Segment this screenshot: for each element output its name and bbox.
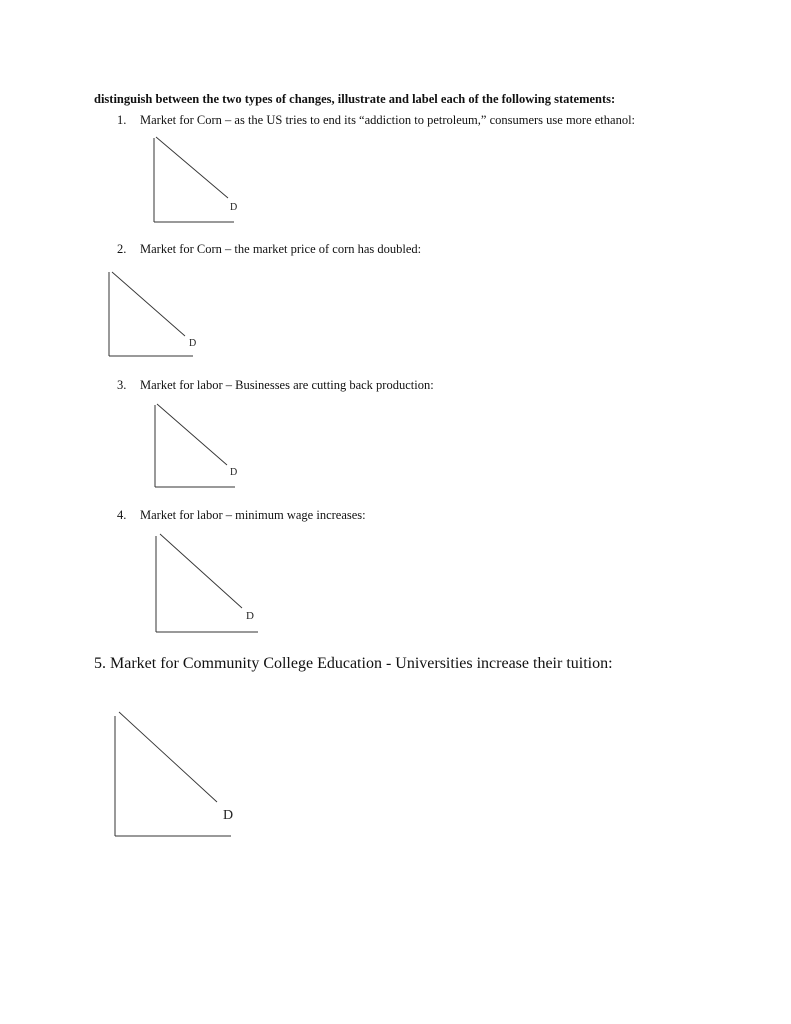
question-number: 2. [117,242,127,256]
question-text: Market for labor – Businesses are cutting back production: [140,378,434,392]
demand-curve [160,534,242,608]
question-5: 5. Market for Community College Education - Universities increase their tuition: [94,655,613,672]
demand-graph-1 [150,134,240,226]
question-text: Market for labor – minimum wage increases: [140,508,366,522]
demand-curve [119,712,217,802]
instructions-heading: distinguish between the two types of changes, illustrate and label each of the following statements: [94,92,616,106]
question-text: Market for Corn – as the US tries to end its “addiction to petroleum,” consumers use more ethanol: [140,113,636,127]
demand-graph-4 [152,530,264,636]
question-number: 1. [117,113,127,127]
demand-curve [156,137,228,198]
demand-label: D [246,610,254,622]
demand-graph-5 [111,706,237,840]
question-number: 3. [117,378,127,392]
demand-graph-3 [151,400,241,492]
demand-label: D [230,202,238,213]
demand-label: D [189,338,197,349]
demand-graph-2 [105,268,200,360]
demand-label: D [223,808,234,823]
question-text: Market for Corn – the market price of corn has doubled: [140,242,422,256]
demand-label: D [230,467,238,478]
demand-curve [112,272,185,336]
demand-curve [157,404,227,465]
question-number: 4. [117,508,127,522]
